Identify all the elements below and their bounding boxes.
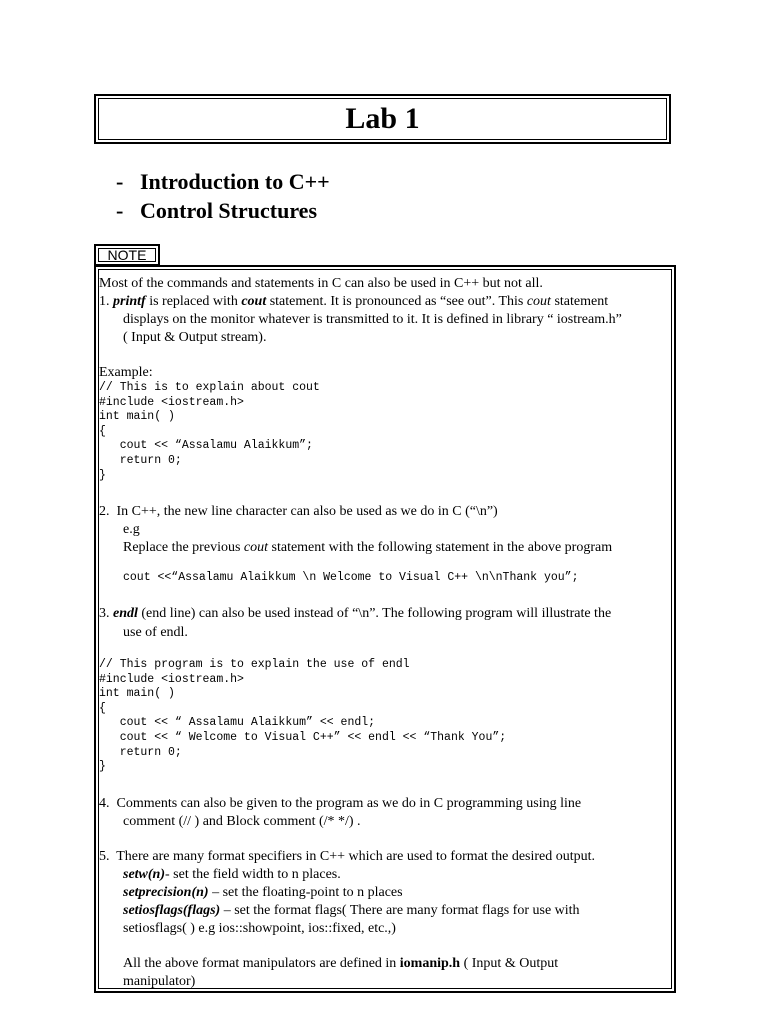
topic-dash: - — [116, 198, 124, 223]
keyword: setw(n) — [123, 867, 165, 882]
code-line: cout << “ Assalamu Alaikkum” << endl; — [99, 716, 376, 730]
topic-dash: - — [116, 169, 124, 194]
topic-list — [116, 167, 330, 225]
code-line: // This is to explain about cout — [99, 381, 320, 394]
page-title: Lab 1 — [345, 102, 420, 135]
text: All the above format manipulators are defined in — [123, 956, 400, 971]
code-line: cout << “ Welcome to Visual C++” << endl << “Thank You”; — [99, 731, 507, 744]
text: ( Input & Output — [460, 956, 559, 971]
code-line: int main( ) — [99, 410, 175, 424]
code-line: } — [99, 468, 106, 482]
item-2-line-1: 2. In C++, the new line character can also be used as we do in C (“\n”) — [99, 504, 498, 519]
text: is replaced with — [145, 294, 242, 309]
format-setiosflags — [123, 902, 580, 919]
keyword: cout — [241, 294, 267, 309]
topic-text: Introduction to C++ — [140, 169, 330, 194]
topic-text: Control Structures — [140, 198, 318, 223]
manipulators-note — [123, 955, 558, 972]
item-3-line-1 — [99, 605, 611, 622]
italic-word: cout — [243, 540, 269, 555]
title-box — [94, 94, 671, 144]
example-label: Example: — [99, 365, 153, 380]
item-1-line-3: ( Input & Output stream). — [123, 330, 267, 345]
bold-word: iomanip.h — [399, 956, 461, 971]
code-line: int main( ) — [99, 687, 175, 701]
item-1-line-2: displays on the monitor whatever is transmitted to it. It is defined in library “ iostream.h” — [123, 312, 622, 327]
topic-item — [116, 167, 330, 196]
code-line: { — [99, 701, 106, 715]
code-line: cout <<“Assalamu Alaikkum \n Welcome to Visual C++ \n\nThank you”; — [123, 571, 579, 584]
note-content — [98, 269, 672, 989]
topic-item — [116, 196, 330, 225]
code-line: #include <iostream.h> — [99, 672, 244, 686]
note-label: NOTE — [98, 248, 156, 262]
keyword: endl — [113, 606, 138, 621]
item-5-line-1: 5. There are many format specifiers in C++ which are used to format the desired output. — [99, 849, 596, 864]
code-line: return 0; — [99, 454, 182, 467]
text: statement — [550, 294, 609, 309]
item-4-line-2: comment (// ) and Block comment (/* */) . — [123, 814, 361, 829]
note-tab — [94, 244, 160, 266]
keyword: setprecision(n) — [123, 885, 209, 900]
title-inner — [98, 98, 667, 140]
note-content-box — [94, 265, 676, 993]
code-line: return 0; — [99, 745, 182, 759]
code-line: } — [99, 760, 106, 774]
text: - set the field width to n places. — [165, 867, 341, 882]
code-line: #include <iostream.h> — [99, 395, 244, 409]
item-1-line-1 — [99, 293, 608, 310]
item-3-line-2: use of endl. — [123, 625, 188, 640]
text: (end line) can also be used instead of “\n”. The following program will illustrate the — [137, 606, 612, 621]
intro-text: Most of the commands and statements in C can also be used in C++ but not all. — [99, 276, 543, 291]
format-setw — [123, 866, 341, 883]
manipulators-note-line-2: manipulator) — [123, 974, 196, 989]
item-number: 3. — [99, 606, 110, 621]
item-2-line-3 — [123, 539, 612, 556]
keyword: printf — [113, 294, 146, 309]
code-line: { — [99, 424, 106, 438]
text: statement. It is pronounced as “see out”. This — [266, 294, 527, 309]
code-line: cout << “Assalamu Alaikkum”; — [99, 439, 313, 453]
item-number: 1. — [99, 294, 110, 309]
italic-word: cout — [526, 294, 551, 309]
item-2-line-2: e.g — [123, 522, 140, 537]
code-line: // This program is to explain the use of endl — [99, 658, 410, 671]
keyword: setiosflags(flags) — [123, 903, 221, 918]
text: Replace the previous — [123, 540, 244, 555]
text: statement with the following statement in the above program — [268, 540, 613, 555]
text: – set the floating-point to n places — [208, 885, 403, 900]
format-setprecision — [123, 884, 403, 901]
format-setiosflags-line-2: setiosflags( ) e.g ios::showpoint, ios::fixed, etc.,) — [123, 921, 396, 936]
text: – set the format flags( There are many format flags for use with — [220, 903, 580, 918]
item-4-line-1: 4. Comments can also be given to the program as we do in C programming using line — [99, 796, 582, 811]
